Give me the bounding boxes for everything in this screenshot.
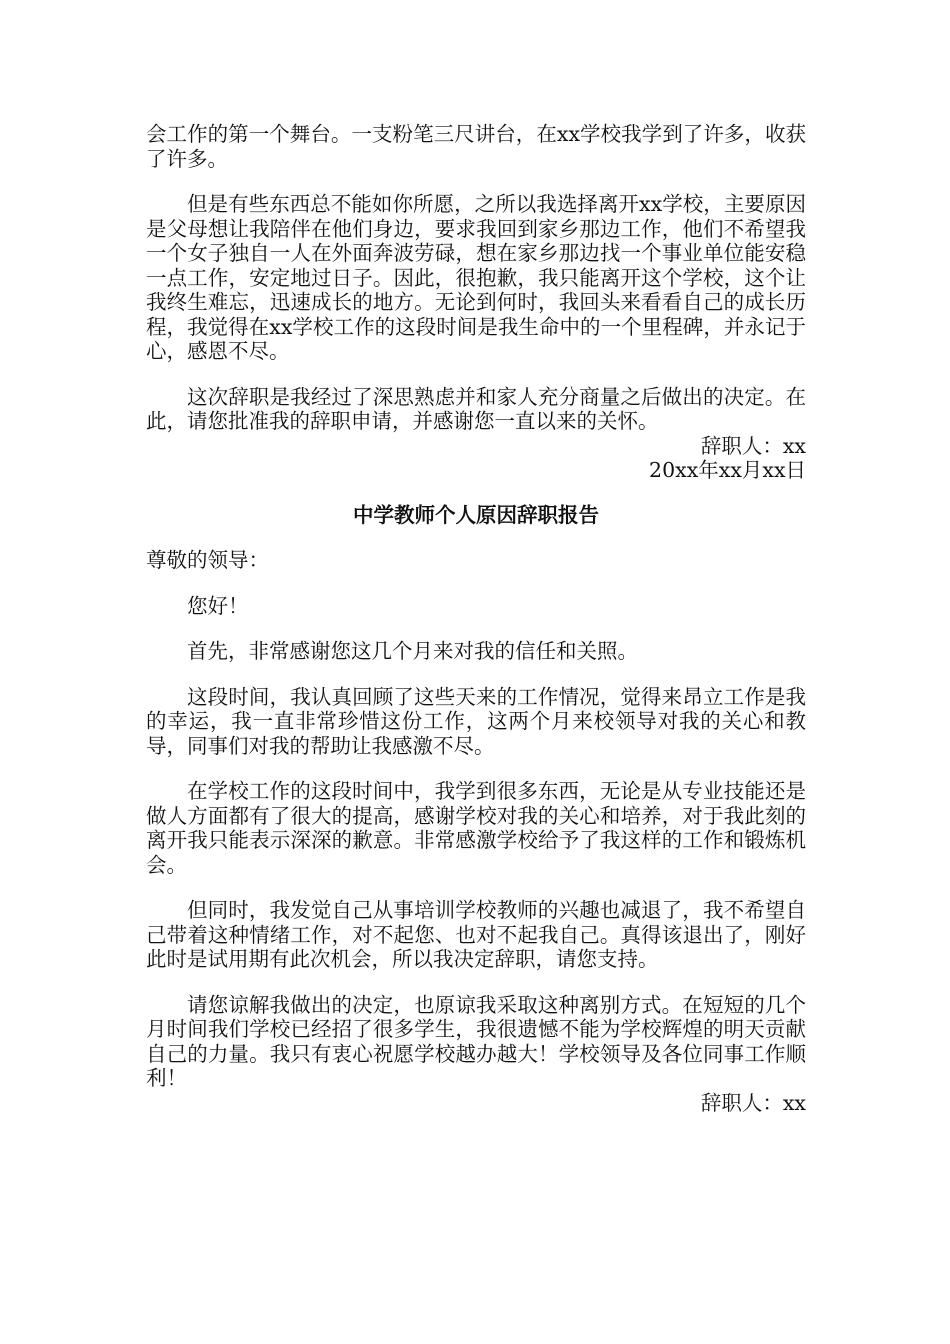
letter2-paragraph-3: 在学校工作的这段时间中，我学到很多东西，无论是从专业技能还是做人方面都有了很大的提高，感谢学校对我的关心和培养，对于我此刻的离开我只能表示深深的歉意。非常感激学校给予了我这样的工作和锻炼机会。: [146, 779, 806, 877]
letter2-salutation: 尊敬的领导：: [146, 548, 269, 572]
letter2-title: 中学教师个人原因辞职报告: [353, 502, 599, 527]
letter2-paragraph-1: 首先，非常感谢您这几个月来对我的信任和关照。: [187, 639, 638, 663]
letter2-paragraph-4: 但同时，我发觉自己从事培训学校教师的兴趣也减退了，我不希望自己带着这种情绪工作，对不起您、也对不起我自己。真得该退出了，刚好此时是试用期有此次机会，所以我决定辞职，请您支持。: [146, 898, 806, 971]
letter1-paragraph-1: 会工作的第一个舞台。一支粉笔三尺讲台，在xx学校我学到了许多，收获了许多。: [146, 122, 806, 171]
letter2-paragraph-2: 这段时间，我认真回顾了这些天来的工作情况，觉得来昂立工作是我的幸运，我一直非常珍惜这份工作，这两个月来校领导对我的关心和教导，同事们对我的帮助让我感激不尽。: [146, 684, 806, 758]
letter1-paragraph-2: 但是有些东西总不能如你所愿，之所以我选择离开xx学校，主要原因是父母想让我陪伴在他们身边，要求我回到家乡那边工作，他们不希望我一个女子独自一人在外面奔波劳碌，想在家乡那边找一个事业单位能安稳一点工作，安定地过日子。因此，很抱歉，我只能离开这个学校，这个让我终生难忘，迅速成长的地方。无论到何时，我回头来看看自己的成长历程，我觉得在xx学校工作的这段时间是我生命中的一个里程碑，并永记于心，感恩不尽。: [146, 192, 806, 363]
letter1-paragraph-3: 这次辞职是我经过了深思熟虑并和家人充分商量之后做出的决定。在此，请您批准我的辞职申请，并感谢您一直以来的关怀。: [146, 384, 806, 433]
document-page: [146, 122, 806, 1115]
letter2-paragraph-5: 请您谅解我做出的决定，也原谅我采取这种离别方式。在短短的几个月时间我们学校已经招了很多学生，我很遗憾不能为学校辉煌的明天贡献自己的力量。我只有衷心祝愿学校越办越大！学校领导及各位同事工作顺利！: [146, 992, 806, 1090]
letter1-signature: 辞职人：xx: [700, 433, 806, 458]
letter2-signature: 辞职人：xx: [700, 1090, 806, 1115]
letter2-greeting: 您好！: [187, 593, 249, 618]
letter1-date: 20xx年xx月xx日: [649, 458, 806, 482]
